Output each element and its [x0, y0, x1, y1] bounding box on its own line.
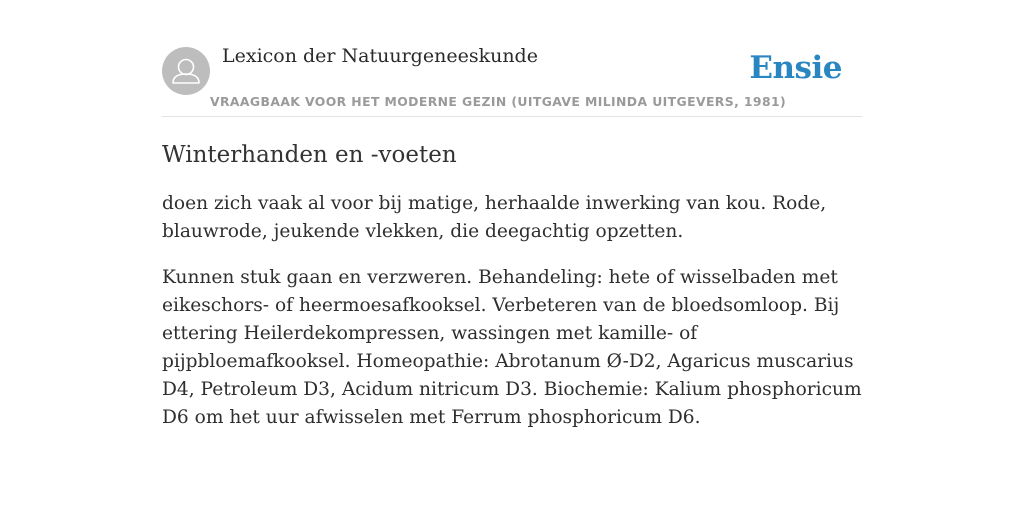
entry-content — [162, 130, 862, 432]
ensie-logo[interactable]: Ensie — [749, 50, 842, 86]
source-title[interactable]: Lexicon der Natuurgeneeskunde — [222, 45, 538, 67]
user-avatar-icon[interactable] — [162, 47, 210, 95]
entry-paragraph: Kunnen stuk gaan en verzweren. Behandeling: hete of wisselbaden met eikeschors- of heermoesafkooksel. Verbeteren van de bloedsomloop. Bij ettering Heilerdekompressen, wassingen met kamille- of pijpbloemafkooksel. Homeopathie: Abrotanum Ø-D2, Agaricus muscarius D4, Petroleum D3, Acidum nitricum D3. Biochemie: Kalium phosphoricum D6 om het uur afwisselen met Ferrum phosphoricum D6. — [162, 267, 862, 428]
entry-title: Winterhanden en -voeten — [162, 142, 457, 168]
entry-paragraph: doen zich vaak al voor bij matige, herhaalde inwerking van kou. Rode, blauwrode, jeukende vlekken, die deegachtig opzetten. — [162, 193, 827, 242]
source-subtitle: VRAAGBAAK VOOR HET MODERNE GEZIN (UITGAVE MILINDA UITGEVERS, 1981) — [210, 94, 787, 109]
source-header — [162, 0, 862, 117]
avatar-silhouette-icon — [162, 47, 210, 95]
